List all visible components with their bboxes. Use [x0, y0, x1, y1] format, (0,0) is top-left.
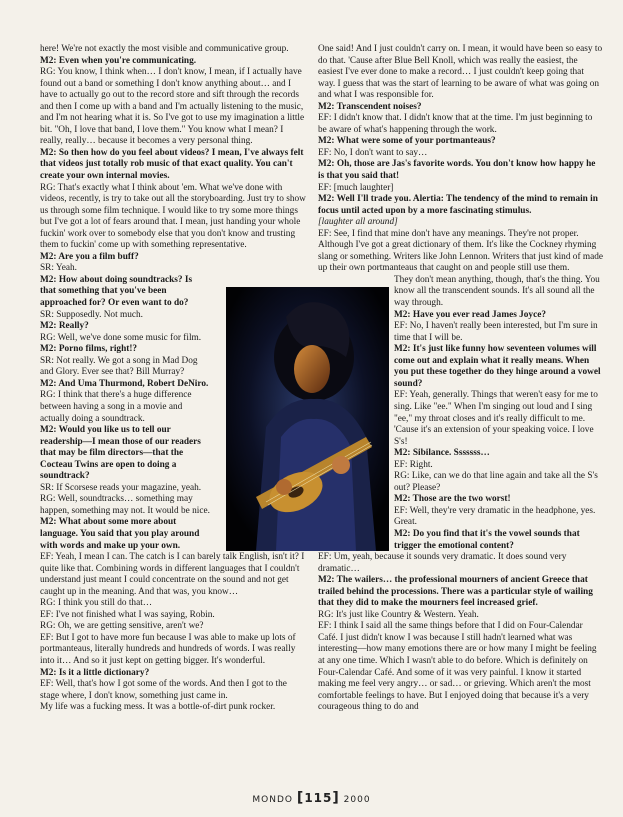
interview-answer: EF: Yeah, I mean I can. The catch is I can barely talk English, isn't it? I quite like that. Combining words in different languages that I couldn't understand just meant I could concentrate on the sound and not get caught up in the meaning. And that was, you know… — [40, 552, 305, 597]
interview-answer: EF: Well, that's how I got some of the words. And then I got to the stage where, I don't know, something just came in. — [40, 679, 287, 701]
interview-question: M2: It's just like funny how seventeen volumes will come out and explain what it really means. When you put these together do they hinge around a vowel sound? — [394, 344, 601, 389]
interview-answer: RG: That's exactly what I think about 'em. What we've done with videos, recently, is try to take out all the storyboarding. Just try to show us through some film technique. I would like to try some more things but I've got a lot of fears around that. I mean, just handing your whole fuckin' work over to somebody else that you don't know and trusting them to fuckin' come up with something representative. — [40, 182, 306, 251]
interview-answer: RG: Like, can we do that line again and take all the S's out? Please? — [394, 471, 598, 493]
interview-answer: RG: It's just like Country & Western. Yeah. — [318, 609, 479, 620]
interview-question: M2: How about doing soundtracks? Is that something that you've been approached for? Or even want to do? — [40, 274, 193, 309]
interview-answer: One said! And I just couldn't carry on. I mean, it would have been so easy to do that. 'Cause after Blue Bell Knoll, which was really the easiest, the easiest I've ever done to make a record… I just couldn't keep going that way. I guess that was the start of learning to be aware of what was going on and what I was responsible for. — [318, 44, 603, 101]
interview-answer: EF: No, I haven't really been interested, but I'm sure in time that I will be. — [394, 321, 598, 343]
interview-question: M2: Do you find that it's the vowel sounds that trigger the emotional content? — [394, 528, 580, 551]
interview-answer: EF: Well, they're very dramatic in the headphone, yes. Great. — [394, 505, 596, 528]
interview-answer: EF: I didn't know that. I didn't know that at the time. I'm just beginning to be aware of what's happening through the work. — [318, 113, 593, 135]
interview-question: M2: And Uma Thurmond, Robert DeNiro. — [40, 378, 209, 389]
interview-answer: RG: Oh, we are getting sensitive, aren't we? — [40, 621, 204, 632]
interview-question: M2: Porno films, right!? — [40, 344, 138, 355]
interview-answer: RG: You know, I think when… I don't know, I mean, if I actually have found out a band or something I don't know anything about… and I have to actually go out to the record store and sift through the records and then I come up with a band and I'm actually listening to the music, and I'm not hearing what it is. So I've got to use my imagination a little bit. "Oh, I love that band, I love them." You know what I mean? I really, really… because it becomes a very personal thing. — [40, 67, 305, 147]
interview-answer: RG: I think you still do that… — [40, 598, 153, 609]
interview-answer: [laughter all around] — [318, 217, 398, 228]
interview-answer: RG: Well, soundtracks… something may happen, something may not. It would be nice. — [40, 494, 210, 516]
guitarist-photo — [226, 287, 389, 551]
interview-answer: here! We're not exactly the most visible and communicative group. — [40, 44, 289, 54]
interview-answer: SR: Yeah. — [40, 263, 77, 274]
interview-question: M2: What about some more about language. You said that you play around with words and make up your own. — [40, 517, 200, 551]
interview-question: M2: Even when you're communicating. — [40, 55, 197, 66]
interview-question: M2: Oh, those are Jas's favorite words. You don't know how happy he is that you said that! — [318, 159, 596, 182]
interview-question: M2: Really? — [40, 321, 89, 332]
page-footer: MONDO [115] 2000 — [252, 790, 371, 806]
interview-question: M2: Well I'll trade you. Alertia: The tendency of the mind to remain in focus until acted upon by a more fascinating stimulus. — [318, 194, 598, 216]
interview-answer: SR: If Scorsese reads your magazine, yeah. — [40, 482, 202, 493]
issue-year: 2000 — [343, 795, 371, 805]
interview-answer: EF: But I got to have more fun because I was able to make up lots of portmanteaus, literally hundreds and hundreds of words. I was really into it… And so it just kept on getting bigger. It's wonderful. — [40, 632, 296, 666]
interview-question: M2: Have you ever read James Joyce? — [394, 309, 546, 320]
interview-answer: EF: I've not finished what I was saying, Robin. — [40, 609, 215, 620]
interview-answer: My life was a fucking mess. It was a bottle-of-dirt punk rocker. — [40, 702, 276, 713]
interview-question: M2: What were some of your portmanteaus? — [318, 136, 496, 147]
interview-question: M2: Would you like us to tell our readership—I mean those of our readers that may be film directors—that the Cocteau Twins are open to doing a soundtrack? — [40, 425, 201, 482]
interview-answer: EF: Right. — [394, 459, 433, 470]
interview-answer: SR: Supposedly. Not much. — [40, 309, 143, 320]
page-number: 115 — [304, 791, 333, 805]
interview-question: M2: Those are the two worst! — [394, 494, 511, 505]
photo-illustration — [226, 287, 389, 551]
interview-answer: EF: Yeah, generally. Things that weren't easy for me to sing. Like "ee." When I'm singing out loud and I sing "ee," my throat closes and it's really difficult to me. 'Cause it's an extension of your speaking voice. I love S's! — [394, 390, 598, 447]
interview-answer: RG: I think that there's a huge difference between having a song in a movie and actually doing a soundtrack. — [40, 390, 192, 424]
interview-answer: They don't mean anything, though, that's the thing. You know all the transcendent sounds. It's all sound all the way through. — [394, 274, 600, 309]
interview-answer: EF: [much laughter] — [318, 182, 394, 193]
interview-question: M2: The wailers… the professional mourners of ancient Greece that trailed behind the processions. There was a particular style of wailing that they did to make the mourners feel increased grief. — [318, 575, 593, 609]
interview-question: M2: So then how do you feel about videos? I mean, I've always felt that videos just totally rob music of that exact quality. You can't create your own internal movies. — [40, 147, 304, 182]
interview-question: M2: Is it a little dictionary? — [40, 667, 150, 678]
interview-answer: SR: Not really. We got a song in Mad Dog and Glory. Ever see that? Bill Murray? — [40, 355, 198, 378]
interview-question: M2: Transcendent noises? — [318, 101, 422, 112]
interview-answer: EF: No, I don't want to say… — [318, 147, 428, 158]
interview-answer: RG: Well, we've done some music for film. — [40, 332, 202, 343]
interview-question: M2: Sibilance. Sssssss… — [394, 448, 490, 459]
interview-question: M2: Are you a film buff? — [40, 251, 139, 262]
interview-answer: EF: Um, yeah, because it sounds very dramatic. It does sound very dramatic… — [318, 552, 567, 574]
interview-answer: EF: See, I find that mine don't have any meanings. They're not proper. Although I've got a great dictionary of them. It's like the Cockney rhyming slang or something. Writers like John Lennon. Writers that just kind of made up their own portmanteaus that caught on and people still use them. — [318, 228, 603, 274]
magazine-name: MONDO — [252, 795, 294, 805]
interview-answer: EF: I think I said all the same things before that I did on Four-Calendar Café. I just didn't know I was because I still hadn't learned what was interesting—how many emotions there are or how many I might be feeling at any one time. Which I wasn't able to do before. Which is definitely on Four-Calendar Café. And some of it was very painful. I know it started making me feel very angry… or sad… or grieving. Which aren't the most comfortable feelings to have. But I enjoyed doing that because it's a very courageous thing to do and — [318, 621, 597, 713]
